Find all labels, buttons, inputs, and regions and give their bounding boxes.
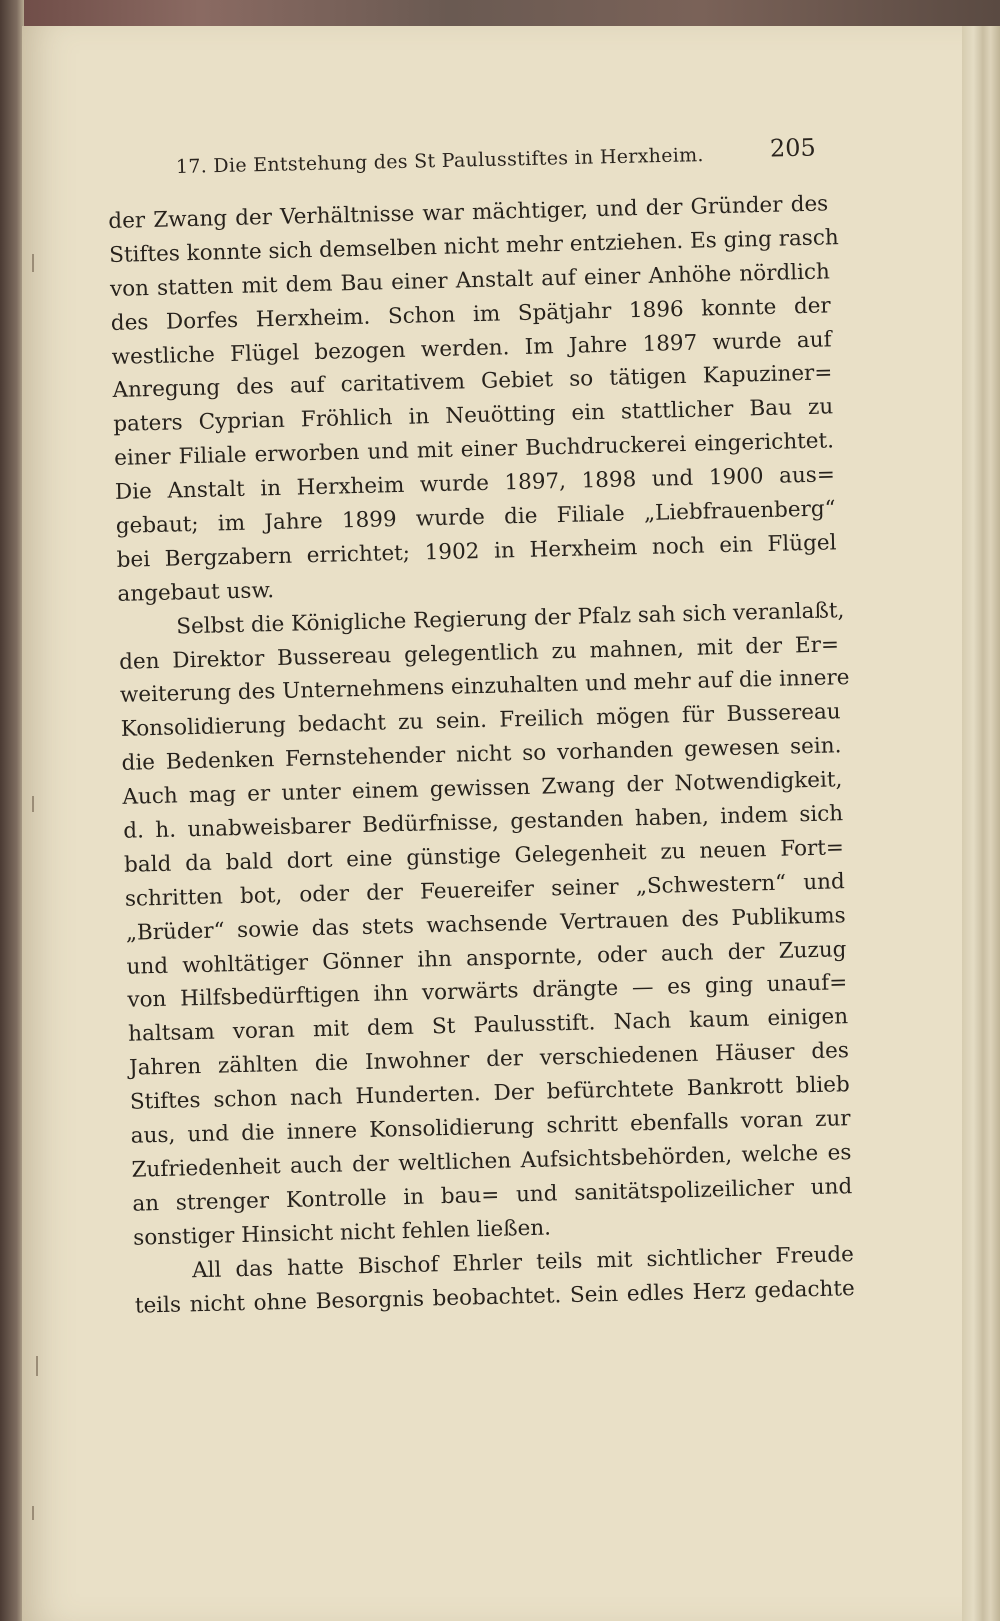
text-line: angebaut usw.: [117, 577, 275, 607]
text-line: bald da bald dort eine günstige Gelegenheit zu neuen Fort=: [123, 835, 845, 878]
margin-mark: [36, 1356, 38, 1376]
text-line: Zufriedenheit auch der weltlichen Aufsichtsbehörden, welche es: [131, 1140, 852, 1183]
text-line: an strenger Kontrolle in bau= und sanitätspolizeilicher und: [132, 1173, 853, 1217]
text-line: den Direktor Bussereau gelegentlich zu mahnen, mit der Er=: [118, 631, 840, 675]
text-line: weiterung des Unternehmens einzuhalten und mehr auf die innere: [119, 665, 850, 709]
text-line: der Zwang der Verhältnisse war mächtiger, und der Gründer des: [108, 191, 829, 234]
text-line: Stiftes schon nach Hunderten. Der befürchtete Bankrott blieb: [129, 1072, 851, 1115]
text-line: westliche Flügel bezogen werden. Im Jahre 1897 wurde auf: [111, 326, 832, 370]
book-spine-edge: [0, 0, 24, 1621]
text-line: „Brüder“ sowie das stets wachsende Vertrauen des Publikums: [125, 902, 846, 946]
text-line: aus, und die innere Konsolidierung schritt ebenfalls voran zur: [130, 1106, 851, 1149]
margin-mark: [32, 796, 34, 812]
text-line: All das hatte Bischof Ehrler teils mit sichtlicher Freude: [191, 1241, 855, 1283]
margin-mark: [32, 254, 34, 272]
text-line: von statten mit dem Bau einer Anstalt auf einer Anhöhe nördlich: [109, 259, 831, 302]
text-line: bei Bergzabern errichtet; 1902 in Herxheim noch ein Flügel: [116, 530, 837, 573]
text-line: sonstiger Hinsicht nicht fehlen ließen.: [132, 1215, 552, 1251]
text-line: Die Anstalt in Herxheim wurde 1897, 1898 und 1900 aus=: [114, 462, 836, 506]
text-line: Auch mag er unter einem gewissen Zwang der Notwendigkeit,: [122, 767, 843, 810]
text-line: einer Filiale erworben und mit einer Buchdruckerei eingerichtet.: [113, 428, 835, 472]
text-line: Konsolidierung bedacht zu sein. Freilich mögen für Bussereau: [120, 699, 841, 743]
text-line: haltsam voran mit dem St Paulusstift. Nach kaum einigen: [127, 1004, 849, 1048]
text-line: und wohltätiger Gönner ihn anspornte, oder auch der Zuzug: [126, 936, 847, 980]
body-text: [108, 187, 855, 1323]
text-line: die Bedenken Fernstehender nicht so vorhanden gewesen sein.: [121, 733, 842, 777]
text-line: von Hilfsbedürftigen ihn vorwärts drängte — es ging unauf=: [127, 970, 848, 1014]
text-line: Jahren zählten die Inwohner der verschiedenen Häuser des: [128, 1038, 850, 1082]
text-line: Selbst die Königliche Regierung der Pfalz sah sich veranlaßt,: [176, 597, 845, 640]
margin-mark: [32, 1506, 34, 1520]
text-line: paters Cyprian Fröhlich in Neuötting ein stattlicher Bau zu: [113, 394, 834, 438]
text-line: des Dorfes Herxheim. Schon im Spätjahr 1896 konnte der: [110, 293, 831, 336]
page-stack-edge: [962, 26, 1000, 1621]
text-line: Anregung des auf caritativem Gebiet so tätigen Kapuziner=: [112, 360, 833, 404]
chapter-title: 17. Die Entstehung des St Paulusstiftes in Herxheim.: [175, 144, 705, 178]
text-line: teils nicht ohne Besorgnis beobachtet. Sein edles Herz gedachte: [134, 1275, 855, 1319]
page-number: 205: [769, 133, 817, 163]
text-line: schritten bot, oder der Feuereifer seiner „Schwestern“ und: [124, 869, 846, 912]
text-line: d. h. unabweisbarer Bedürfnisse, gestanden haben, indem sich: [123, 801, 844, 844]
text-line: gebaut; im Jahre 1899 wurde die Filiale „Liebfrauenberg“: [115, 496, 836, 539]
text-line: Stiftes konnte sich demselben nicht mehr entziehen. Es ging rasch: [108, 225, 839, 268]
